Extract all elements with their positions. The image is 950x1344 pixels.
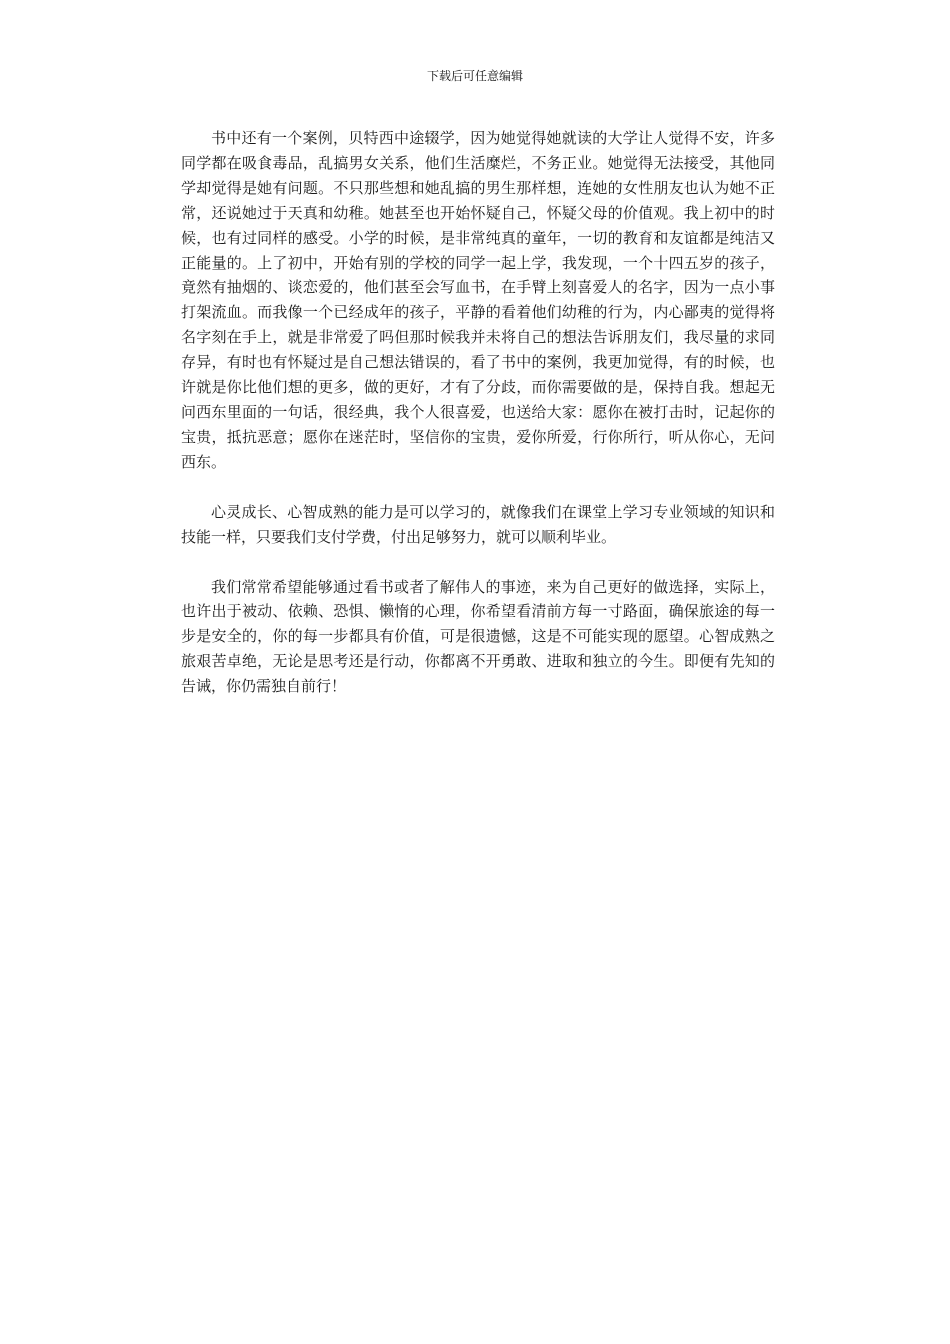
document-body (181, 126, 775, 724)
paragraph-1: 书中还有一个案例，贝特西中途辍学，因为她觉得她就读的大学让人觉得不安，许多同学都在吸食毒品，乱搞男女关系，他们生活糜烂，不务正业。她觉得无法接受，其他同学却觉得是她有问题。不只那些想和她乱搞的男生那样想，连她的女性朋友也认为她不正常，还说她过于天真和幼稚。她甚至也开始怀疑自己，怀疑父母的价值观。我上初中的时候，也有过同样的感受。小学的时候，是非常纯真的童年，一切的教育和友谊都是纯洁又正能量的。上了初中，开始有别的学校的同学一起上学，我发现，一个十四五岁的孩子，竟然有抽烟的、谈恋爱的，他们甚至会写血书，在手臂上刻喜爱人的名字，因为一点小事打架流血。而我像一个已经成年的孩子，平静的看着他们幼稚的行为，内心鄙夷的觉得将名字刻在手上，就是非常爱了吗但那时候我并未将自己的想法告诉朋友们，我尽量的求同存异，有时也有怀疑过是自己想法错误的，看了书中的案例，我更加觉得，有的时候，也许就是你比他们想的更多，做的更好，才有了分歧，而你需要做的是，保持自我。想起无问西东里面的一句话，很经典，我个人很喜爱，也送给大家：愿你在被打击时，记起你的宝贵，抵抗恶意；愿你在迷茫时，坚信你的宝贵，爱你所爱，行你所行，听从你心，无问西东。 (181, 129, 775, 471)
page-header: 下载后可任意编辑 (426, 69, 523, 83)
paragraph-2: 心灵成长、心智成熟的能力是可以学习的，就像我们在课堂上学习专业领域的知识和技能一样，只要我们支付学费，付出足够努力，就可以顺利毕业。 (181, 502, 775, 546)
paragraph-3: 我们常常希望能够通过看书或者了解伟人的事迹，来为自己更好的做选择，实际上，也许出于被动、依赖、恐惧、懒惰的心理，你希望看清前方每一寸路面，确保旅途的每一步是安全的，你的每一步都具有价值，可是很遗憾，这是不可能实现的愿望。心智成熟之旅艰苦卓绝，无论是思考还是行动，你都离不开勇敢、进取和独立的今生。即便有先知的告诫，你仍需独自前行！ (181, 577, 775, 696)
